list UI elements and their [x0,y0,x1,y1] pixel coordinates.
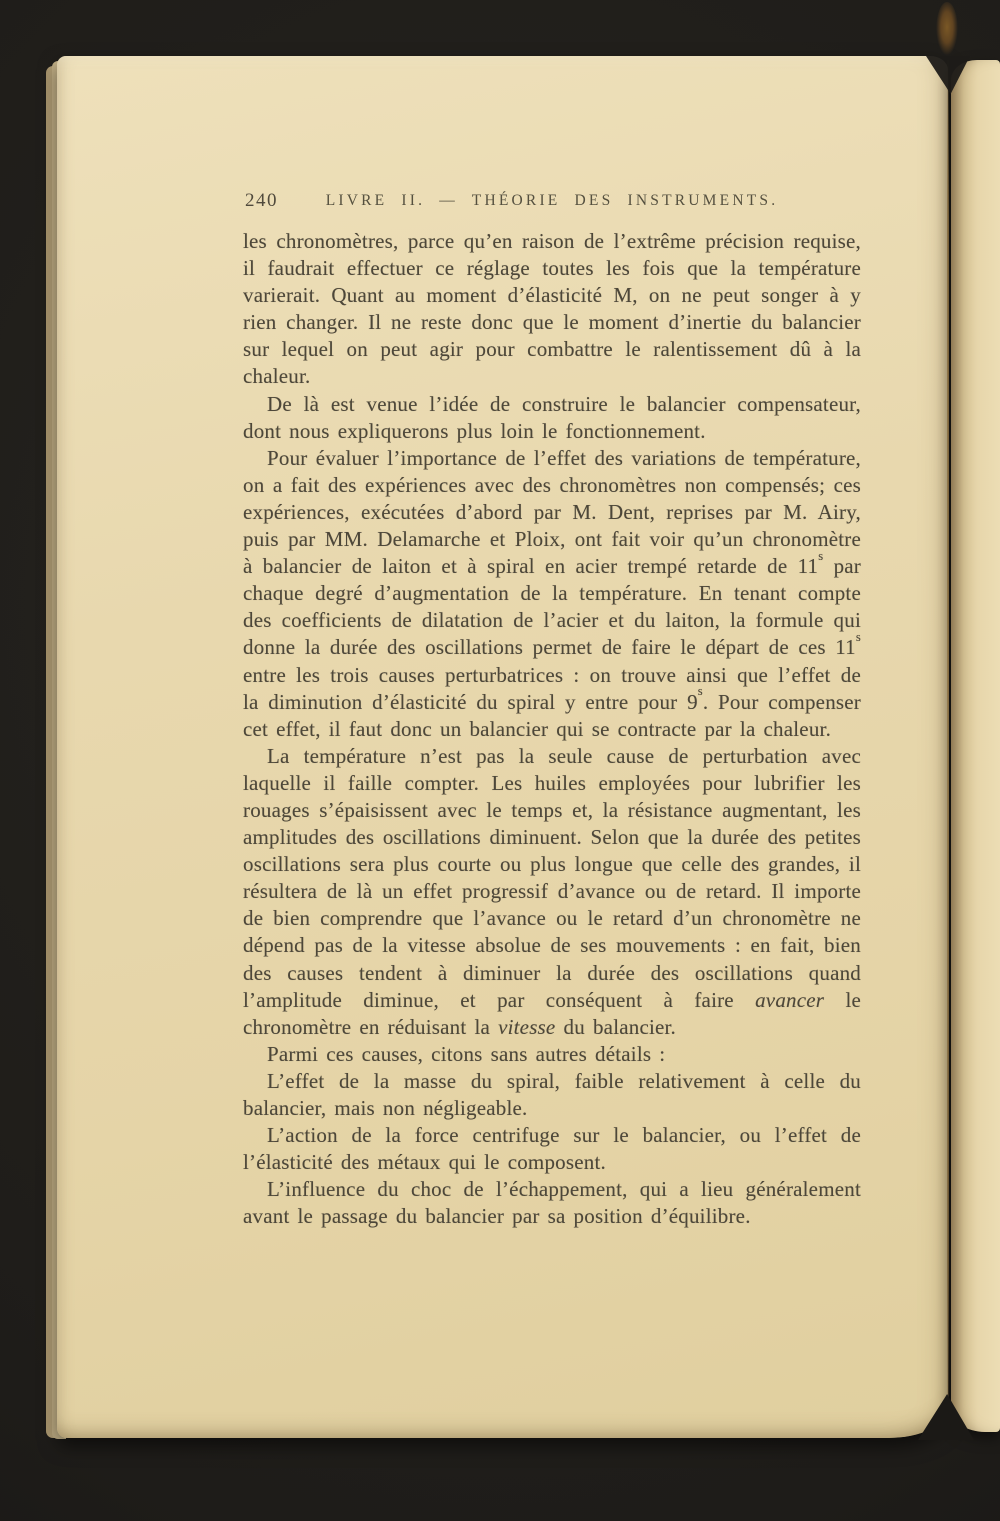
paragraph [243,1068,861,1122]
paragraph [243,445,861,743]
italic-word: vitesse [498,1014,556,1039]
superscript-seconds: s [818,548,824,563]
text-segment: De là est venue l’idée de construire le balancier compensateur, dont nous expliquerons plus loin le fonctionnement. [243,391,861,443]
text-segment: L’action de la force centrifuge sur le balancier, ou l’effet de l’élasticité des métaux qui le composent. [243,1123,861,1175]
paragraph [243,1041,861,1068]
book-page [57,56,948,1438]
paragraph [243,1122,861,1176]
text-segment: le chronomètre en réduisant la [243,987,861,1039]
text-segment: Parmi ces causes, citons sans autres détails : [267,1041,666,1066]
text-segment: Pour évaluer l’importance de l’effet des variations de température, on a fait des expériences avec des chronomètres non compensés; ces expériences, exécutées d’abord par M. Dent, reprises par M. Airy, puis par MM. Delamarche et Ploix, ont fait voir qu’un chronomètre à balancier de laiton et à spiral en acier trempé retarde de 11 [243,445,861,579]
text-segment: . Pour compenser cet effet, il faut donc un balancier qui se contracte par la chaleur. [243,689,861,741]
italic-word: avancer [755,987,825,1012]
page-number: 240 [245,190,278,211]
paragraph [243,228,861,391]
running-head [243,188,861,228]
text-segment: L’influence du choc de l’échappement, qui a lieu généralement avant le passage du balancier par sa position d’équilibre. [243,1177,861,1229]
text-segment: entre les trois causes perturbatrices : on trouve ainsi que l’effet de la diminution d’élasticité du spiral y entre pour 9 [243,662,861,714]
superscript-seconds: s [855,630,861,645]
superscript-seconds: s [697,684,703,699]
text-segment: par chaque degré d’augmentation de la température. En tenant compte des coefficients de dilatation de l’acier et du laiton, la formule qui donne la durée des oscillations permet de faire le départ de ces 11 [243,554,861,660]
paragraph [243,391,861,445]
text-column [243,188,861,1230]
paragraph [243,1176,861,1230]
text-segment: les chronomètres, parce qu’en raison de l’extrême précision requise, il faudrait effectuer ce réglage toutes les fois que la température varierait. Quant au moment d’élasticité M, on ne peut songer à y rien changer. Il ne reste donc que le moment d’inertie du balancier sur lequel on peut agir pour combattre le ralentissement dû à la chaleur. [243,229,861,389]
gutter-line [947,60,949,1428]
paragraph [243,743,861,1041]
text-segment: du balancier. [555,1014,677,1039]
running-head-title: LIVRE II. — THÉORIE DES INSTRUMENTS. [325,192,779,209]
text-block [243,228,861,1230]
text-segment: L’effet de la masse du spiral, faible relativement à celle du balancier, mais non négligeable. [243,1068,861,1120]
text-segment: La température n’est pas la seule cause de perturbation avec laquelle il faille compter. Les huiles employées pour lubrifier les rouages s’épaisissent avec le temps et, la résistance augmentant, les amplitudes des oscillations diminuent. Selon que la durée des petites oscillations sera plus courte ou plus longue que celle des grandes, il résultera de là un effet progressif d’avance ou de retard. Il importe de bien comprendre que l’avance ou le retard d’un chronomètre ne dépend pas de la vitesse absolue de ses mouvements : en fait, bien des causes tendent à diminuer la durée des oscillations quand l’amplitude diminue, et par conséquent à faire [243,743,861,1012]
headband [936,2,958,58]
facing-page-edge [951,60,1000,1432]
